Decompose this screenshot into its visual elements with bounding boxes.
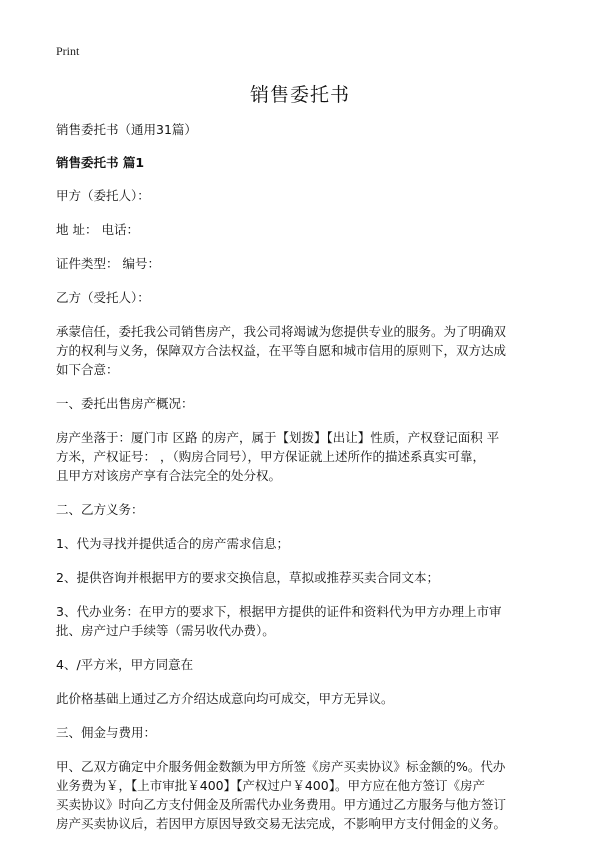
duty-item-3-line: 批、房产过户手续等（需另收代办费）。	[56, 623, 275, 638]
duty-item-3-line: 3、代办业务：在甲方的要求下，根据甲方提供的证件和资料代为甲方办理上市审	[56, 604, 502, 619]
document-title: 销售委托书	[249, 84, 350, 106]
section-3-paragraph	[56, 757, 552, 833]
print-link[interactable]: Print	[56, 44, 80, 58]
address-phone-field: 地 址： 电话：	[56, 222, 139, 237]
section-2-heading: 二、乙方义务：	[56, 502, 144, 517]
section-3-line: 甲、乙双方确定中介服务佣金数额为甲方所签《房产买卖协议》标金额的%。代办	[56, 759, 506, 774]
party-b-field: 乙方（受托人）：	[56, 290, 150, 305]
section-3-line: 买卖协议》时向乙方支付佣金及所需代办业务费用。甲方通过乙方服务与他方签订	[56, 797, 507, 812]
section-1-line: 房产坐落于：厦门市 区路 的房产，属于【划拨】【出让】性质，产权登记面积 平	[56, 430, 500, 445]
article-heading: 销售委托书 篇1	[56, 155, 145, 170]
duty-item-4: 4、/平方米，甲方同意在	[56, 657, 194, 672]
section-1-line: 方米，产权证号： ，（购房合同号），甲方保证就上述所作的描述系真实可靠，	[56, 449, 485, 464]
section-1-line: 且甲方对该房产享有合法完全的处分权。	[56, 468, 282, 483]
section-3-line: 业务费为￥，【上市审批￥400】【产权过户￥400】。甲方应在他方签订《房产	[56, 778, 485, 793]
document-subtitle: 销售委托书（通用31篇）	[56, 122, 197, 137]
duty-item-2: 2、提供咨询并根据甲方的要求交换信息，草拟或推荐买卖合同文本；	[56, 570, 439, 585]
intro-paragraph	[56, 322, 552, 379]
intro-line: 如下合意：	[56, 362, 119, 377]
section-1-paragraph	[56, 428, 552, 485]
document-body	[56, 120, 552, 848]
intro-line: 方的权利与义务，保障双方合法权益，在平等自愿和城市信用的原则下，双方达成	[56, 343, 507, 358]
id-type-number-field: 证件类型： 编号：	[56, 256, 160, 271]
party-a-field: 甲方（委托人）：	[56, 188, 150, 203]
section-1-heading: 一、委托出售房产概况：	[56, 396, 194, 411]
intro-line: 承蒙信任，委托我公司销售房产，我公司将竭诚为您提供专业的服务。为了明确双	[56, 324, 507, 339]
duty-item-1: 1、代为寻找并提供适合的房产需求信息；	[56, 536, 289, 551]
section-3-line: 房产买卖协议后，若因甲方原因导致交易无法完成，不影响甲方支付佣金的义务。	[56, 816, 507, 831]
price-clause: 此价格基础上通过乙方介绍达成意向均可成交，甲方无异议。	[56, 691, 394, 706]
duty-item-3	[56, 602, 552, 640]
section-3-heading: 三、佣金与费用：	[56, 725, 157, 740]
